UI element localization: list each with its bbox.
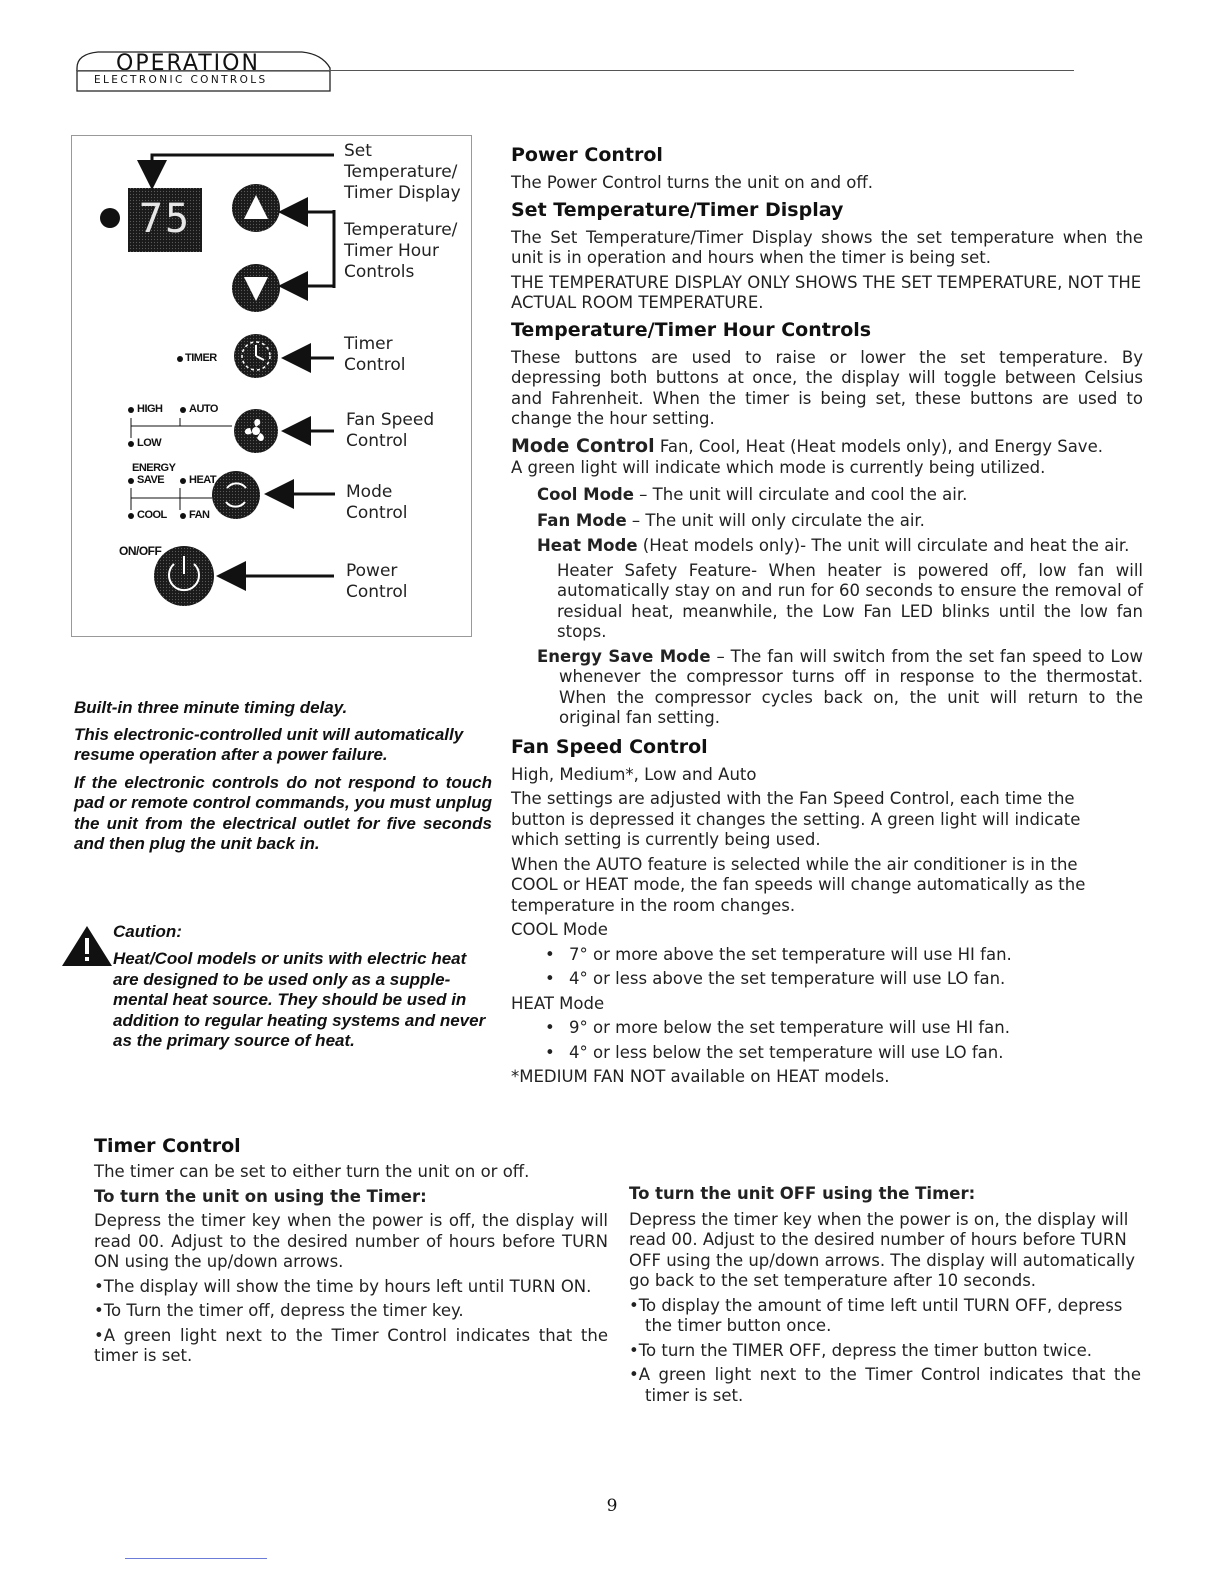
- set-temp-label-line3: Timer Display: [344, 183, 461, 203]
- timer-off-bullet-3: •A green light next to the Timer Control indicates that the timer is set.: [629, 1365, 1141, 1405]
- cool-mode-label: Cool Mode: [537, 485, 634, 504]
- timer-on-text: Depress the timer key when the power is off, the display will read 00. Adjust to the desired number of hours before TURN ON using the up/down arrows.: [94, 1211, 608, 1271]
- power-led: [100, 208, 120, 228]
- mode-control-inline: Fan, Cool, Heat (Heat models only), and Energy Save.: [654, 436, 1103, 456]
- display-value: 75: [138, 196, 192, 242]
- heat-mode-label: Heat Mode: [537, 536, 638, 555]
- cool-mode-item: [511, 485, 1143, 506]
- control-panel-diagram: [71, 135, 472, 637]
- heater-safety-text: Heater Safety Feature- When heater is powered off, low fan will automatically stay on and run for 60 seconds to ensure the removal of residual heat, meanwhile, the Low Fan LED blinks until the low fan stops.: [557, 560, 1143, 641]
- energy-save-desc: – The fan will switch from the set fan speed to Low whenever the compressor turns off in response to the thermostat. When the compressor cycles back on, the unit will return to the original fan setting.: [559, 646, 1143, 727]
- fan-speed-text1: The settings are adjusted with the Fan Speed Control, each time the button is depressed it changes the setting. A green light will indicate which setting is currently being used.: [511, 789, 1081, 849]
- fan-mode-item: [511, 511, 1143, 532]
- timer-off-bullet-1: •To display the amount of time left until TURN OFF, depress the timer button once.: [629, 1295, 1123, 1335]
- timer-on-bullet-2: •To Turn the timer off, depress the timer key.: [94, 1301, 464, 1320]
- unplug-note: If the electronic controls do not respond to touch pad or remote control commands, you must unplug the unit from the electrical outlet for five seconds and then plug the unit back in.: [74, 772, 492, 853]
- power-label: [346, 561, 407, 603]
- fan-speed-options: High, Medium*, Low and Auto: [511, 764, 757, 784]
- mode-label: [346, 482, 407, 524]
- timer-on-bullet-3: •A green light next to the Timer Control indicates that the timer is set.: [94, 1325, 608, 1365]
- cool-mode-desc: – The unit will circulate and cool the air.: [633, 485, 968, 504]
- timer-off-text: Depress the timer key when the power is on, the display will read 00. Adjust to the desired number of hours before TURN OFF using the up/down arrows. The display will automatically go back to the set temperature after 10 seconds.: [629, 1209, 1136, 1290]
- heat-bullet-2: • 4° or less below the set temperature will use LO fan.: [511, 1043, 1143, 1064]
- timer-label-line2: Control: [344, 355, 406, 375]
- timer-on-bullet-1: •The display will show the time by hours left until TURN ON.: [94, 1276, 592, 1296]
- mode-control-line: [511, 434, 1143, 458]
- indicator-onoff: ON/OFF: [119, 544, 162, 558]
- fan-speed-label: [346, 410, 434, 452]
- timer-label-line1: Timer: [344, 334, 393, 354]
- indicator-cool: COOL: [137, 509, 167, 521]
- timer-intro: The timer can be set to either turn the unit on or off.: [94, 1162, 530, 1181]
- cool-bullet-2: • 4° or less above the set temperature will use LO fan.: [511, 969, 1143, 990]
- fan-speed-heading: Fan Speed Control: [511, 735, 708, 758]
- timer-label: [344, 334, 405, 376]
- section-subtitle: ELECTRONIC CONTROLS: [94, 74, 268, 86]
- power-button-graphic: [154, 546, 214, 606]
- temp-timer-label-line2: Timer Hour: [344, 241, 439, 261]
- set-temp-label: [344, 141, 461, 204]
- caution-body: Heat/Cool models or units with electric heat are designed to be used only as a supple-mental heat source. They should be used in addition to regular heating systems and never as the primary source of heat.: [113, 949, 486, 1050]
- energy-save-label: Energy Save Mode: [537, 646, 711, 666]
- caution-title: Caution:: [113, 922, 182, 941]
- mode-button-graphic: [212, 471, 260, 519]
- temp-timer-label-line3: Controls: [344, 262, 415, 282]
- set-temp-heading: Set Temperature/Timer Display: [511, 198, 844, 221]
- fan-mode-label: Fan Mode: [537, 510, 627, 530]
- set-temp-text: The Set Temperature/Timer Display shows the set temperature when the unit is in operation and hours when the timer is being set.: [511, 227, 1143, 267]
- mode-label-line2: Control: [346, 503, 408, 523]
- energy-save-item: [511, 647, 1143, 729]
- indicator-timer: TIMER: [185, 352, 217, 364]
- set-temp-label-line2: Temperature/: [344, 162, 458, 182]
- heat-bullet-1: • 9° or more below the set temperature will use HI fan.: [511, 1018, 1143, 1039]
- fan-mode-desc: – The unit will only circulate the air.: [626, 510, 925, 530]
- power-control-text: The Power Control turns the unit on and off.: [511, 173, 874, 192]
- mode-control-heading: Mode Control: [511, 434, 655, 457]
- resume-note: This electronic-controlled unit will automatically resume operation after a power failure.: [74, 724, 464, 764]
- heat-mode-subheading: HEAT Mode: [511, 993, 605, 1013]
- power-control-heading: Power Control: [511, 144, 663, 166]
- caution-icon: [60, 922, 114, 968]
- fan-speed-label-line1: Fan Speed: [346, 410, 435, 430]
- temp-hour-heading: Temperature/Timer Hour Controls: [511, 318, 872, 341]
- set-temp-label-line1: Set: [344, 141, 372, 161]
- temp-timer-label-line1: Temperature/: [344, 220, 458, 240]
- footer-link-underline: [125, 1558, 267, 1559]
- fan-speed-label-line2: Control: [346, 431, 408, 451]
- indicator-fan: FAN: [189, 509, 210, 521]
- left-notes: [74, 698, 492, 855]
- timer-on-heading: To turn the unit on using the Timer:: [94, 1186, 427, 1206]
- temp-timer-label: [344, 220, 457, 283]
- diagram-graphics: [72, 136, 473, 638]
- heat-mode-item: [511, 536, 1143, 557]
- temp-hour-text: These buttons are used to raise or lower the set temperature. By depressing both buttons at once, the display will toggle between Celsius and Fahrenheit. When the timer is being set, these buttons are used to change the hour setting.: [511, 347, 1143, 428]
- timer-off-bullet-2: •To turn the TIMER OFF, depress the timer button twice.: [629, 1340, 1092, 1360]
- timer-right-column: [629, 1184, 1141, 1406]
- header-rule: [76, 70, 1074, 71]
- page-number: 9: [606, 1496, 618, 1516]
- heat-mode-desc: (Heat models only)- The unit will circulate and heat the air.: [637, 536, 1130, 555]
- medium-fan-note: *MEDIUM FAN NOT available on HEAT models.: [511, 1067, 890, 1086]
- indicator-low: LOW: [137, 437, 162, 449]
- indicator-high: HIGH: [137, 403, 163, 415]
- indicator-auto: AUTO: [189, 403, 218, 415]
- section-title: OPERATION: [116, 51, 260, 76]
- delay-note: Built-in three minute timing delay.: [74, 698, 348, 717]
- indicator-energy: ENERGY: [132, 462, 176, 474]
- mode-control-text: A green light will indicate which mode is currently being utilized.: [511, 457, 1046, 477]
- set-temp-caps: THE TEMPERATURE DISPLAY ONLY SHOWS THE SET TEMPERATURE, NOT THE ACTUAL ROOM TEMPERATURE.: [511, 272, 1142, 312]
- timer-off-heading: To turn the unit OFF using the Timer:: [629, 1184, 976, 1203]
- indicator-heat: HEAT: [189, 474, 217, 486]
- cool-mode-subheading: COOL Mode: [511, 920, 608, 939]
- fan-speed-text2: When the AUTO feature is selected while the air conditioner is in the COOL or HEAT mode, the fan speeds will change automatically as the temperature in the room changes.: [511, 854, 1086, 915]
- timer-heading: Timer Control: [94, 1135, 241, 1157]
- right-column: [511, 143, 1143, 1088]
- timer-left-column: [94, 1134, 608, 1367]
- cool-bullet-1: • 7° or more above the set temperature will use HI fan.: [511, 945, 1143, 966]
- power-label-line2: Control: [346, 582, 408, 602]
- indicator-save: SAVE: [137, 474, 165, 486]
- mode-label-line1: Mode: [346, 482, 393, 502]
- power-label-line1: Power: [346, 561, 398, 581]
